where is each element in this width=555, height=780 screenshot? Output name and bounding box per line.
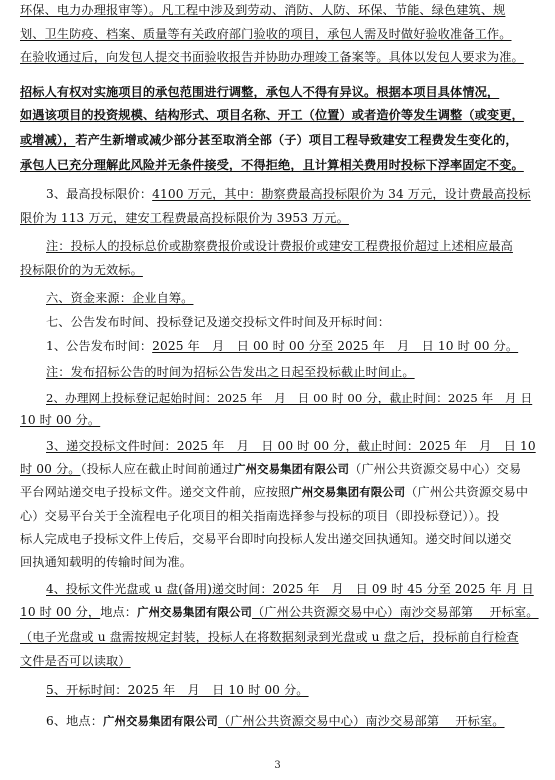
text-segment: 若产生新增或减少部分甚至取消全部（子）项目工程导致建安工程费发生变化的， [75,133,518,147]
text-line [20,2,540,18]
text-line [20,412,540,428]
text-line [46,364,540,380]
text-segment: 标人完成电子投标文件上传后，交易平台即时向投标人发出递交回执通知。递交时间以递交 [20,532,512,546]
text-line [20,210,540,226]
text-segment: 6、地点： [46,714,104,728]
text-segment: 4100 万元，其中：勘察费最高投标限价为 34 万元，设计费最高投标 [152,187,531,201]
text-line [20,554,540,570]
text-line [20,262,540,278]
text-line [20,604,540,620]
text-line [46,581,540,597]
text-segment: 3、递交投标文件时间：2025 年 月 日 00 时 00 分，截止时间：2025 年 月 日 10 [46,439,536,453]
text-line [20,107,540,123]
text-line [20,26,540,42]
organization-name: 广州交易集团有限公司 [290,485,406,499]
text-segment: 凡工程中涉及到劳动、消防、人防、环保、节能、绿色建筑、规 [161,3,506,17]
text-segment: 七、公告发布时间、投标登记及递交投标文件时间及开标时间： [46,315,391,329]
text-segment: 2、办理网上投标登记起始时间：2025 年 月 日 00 时 00 分，截止时间：2025 年 月 日 [46,391,533,405]
text-segment: 地点： [100,605,138,619]
text-segment: 4、投标文件光盘或 u 盘(备用)递交时间：2025 年 月 日 09 时 45 分至 2025 年 月 日 [46,582,534,596]
text-line [20,484,540,500]
text-line [46,314,540,330]
text-segment: 在验收通过后，向发包人提交书面验收报告并协助办理竣工备案等。具体以发包人要求为准。 [20,50,524,64]
organization-name: 广州交易集团有限公司 [137,605,252,619]
text-segment: 或增减）， [20,133,76,147]
text-line [46,290,540,306]
text-line [46,338,540,354]
text-segment: （电子光盘或 u 盘需按规定封装，投标人在将数据刻录到光盘或 u 盘之后，投标前自行检查 [20,630,519,644]
text-line [20,629,540,645]
text-segment: 3、最高投标限价： [46,187,153,201]
text-segment: （广州公共资源交易中心） [252,605,400,619]
text-line [20,531,540,547]
text-segment: 10 时 00 分。 [20,413,101,427]
text-segment: （广州公共资源交易中心）交易 [349,462,522,476]
text-line [20,508,540,524]
text-segment: 1、公告发布时间： [46,339,153,353]
text-segment: （投标人应在截止时间前通过 [80,462,235,476]
text-segment: 注：发布招标公告的时间为招标公告发出之日起至投标截止时间止。 [46,365,415,379]
text-segment: 投标限价的为无效标。 [20,263,143,277]
text-line [46,713,540,729]
text-line [46,186,540,202]
text-segment: 注：投标人的投标总价或勘察费报价或设计费报价或建安工程费报价超过上述相应最高 [46,239,513,253]
text-segment: 2025 年 月 日 00 时 00 分至 2025 年 月 日 10 时 00 分。 [152,339,519,353]
text-segment: 心）交易平台关于全流程电子化项目的相关指南选择参与投标的项目（即投标登记））。投 [20,509,500,523]
text-line [20,157,540,173]
organization-name: 广州交易集团有限公司 [103,714,218,728]
text-segment: 承包人已充分理解此风险并无条件接受，不得拒绝，且计算相关费用时投标下浮率固定不变。 [20,158,524,172]
text-line [20,132,540,148]
text-segment: 平台网站递交电子投标文件。递交文件前，应按照 [20,485,291,499]
text-segment: 回执通知载明的传输时间为准。 [20,555,193,569]
text-segment: 南沙交易部第 开标室。 [399,605,539,619]
text-line [20,461,540,477]
page-number: 3 [274,760,281,771]
text-segment: 划、卫生防疫、档案、质量等有关政府部门验收的项目，承包人需及时做好验收准备工作。 [20,27,512,41]
text-segment: 环保、电力办理报审等）。 [20,3,162,17]
text-line [20,84,540,100]
organization-name: 广州交易集团有限公司 [234,462,350,476]
text-segment: 六、资金来源：企业自筹。 [46,291,194,305]
text-line [46,390,540,406]
text-segment: 南沙交易部第 开标室。 [365,714,505,728]
text-segment: 时 00 分。 [20,462,81,476]
text-line [46,682,540,698]
text-segment: 招标人有权对实施项目的承包范围进行调整，承包人不得有异议。根据本项目具体情况， [20,85,500,99]
text-segment: 如遇该项目的投资规模、结构形式、项目名称、开工（位置）或者造价等发生调整（或变更， [20,108,524,122]
text-line [20,653,540,669]
text-line [20,49,540,65]
text-segment: 5、开标时间：2025 年 月 日 10 时 00 分。 [46,683,309,697]
text-segment: 文件是否可以读取） [20,654,131,668]
text-segment: 10 时 00 分， [20,605,101,619]
text-segment: （广州公共资源交易中心） [217,714,366,728]
text-segment: （广州公共资源交易中 [405,485,529,499]
text-line [46,438,540,454]
text-segment: 限价为 113 万元，建安工程费最高投标限价为 3953 万元。 [20,211,349,225]
text-line [46,238,540,254]
